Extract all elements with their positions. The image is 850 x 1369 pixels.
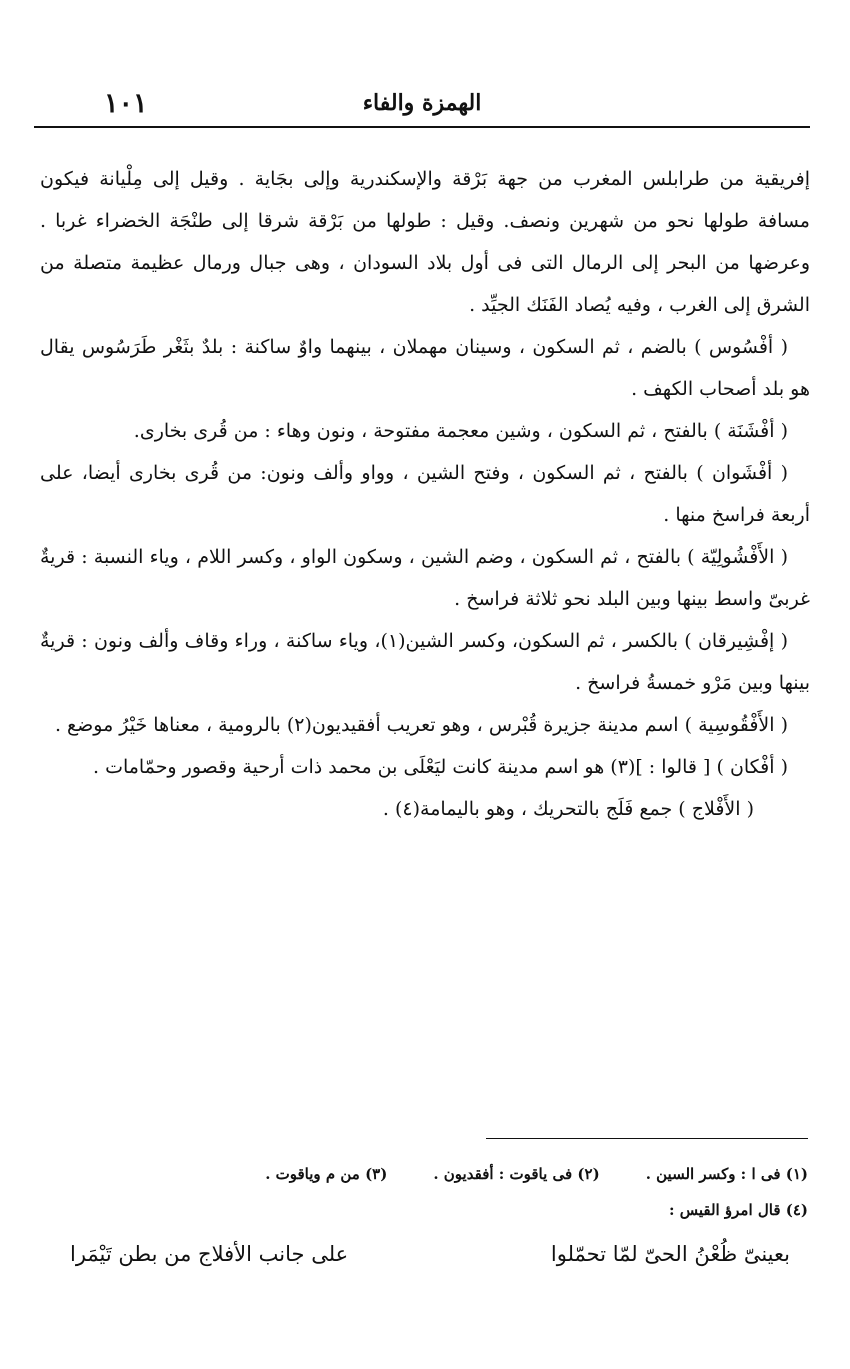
- footnote-1: (١) فى ا : وكسر السين .: [645, 1165, 808, 1183]
- entry-ifshiriqan: ( إفْشِيرقان ) بالكسر ، ثم السكون، وكسر الشين(١)، وياء ساكنة ، وراء وقاف وألف ونون : قريةٌ بينها وبين مَرْو خمسةُ فراسخ .: [40, 630, 810, 694]
- paragraph-ifriqiya: إفريقية من طرابلس المغرب من جهة بَرْقة والإسكندرية وإلى بجَاية . وقيل إلى مِلْيانة فيكون مسافة طولها نحو من شهرين ونصف. وقيل : طولها من بَرْقة شرقا إلى طنْجَة الخضراء غربا . وعرضها من البحر إلى الرمال التى فى أول بلاد السودان ، وهى جبال ورمال عظيمة متصلة من الشرق إلى الغرب ، وفيه يُصاد الفَنَك الجيِّد .: [40, 168, 810, 316]
- running-title: الهمزة والفاء: [362, 90, 482, 116]
- entry-afshana: ( أفْشَنَة ) بالفتح ، ثم السكون ، وشين معجمة مفتوحة ، ونون وهاء : من قُرى بخارى.: [133, 420, 788, 442]
- entry-afsus: ( أفْسُوس ) بالضم ، ثم السكون ، وسينان مهملان ، بينهما واوٌ ساكنة : بلدٌ بثَغْر طَرَسُوس يقال هو بلد أصحاب الكهف .: [40, 336, 810, 400]
- entry-alafqusiya: ( الأَفْقُوسِية ) اسم مدينة جزيرة قُبْرس ، وهو تعريب أفقيديون(٢) بالرومية ، معناها خَيْرُ موضع .: [54, 714, 788, 736]
- page-number: ١٠١: [104, 88, 148, 119]
- footnote-row-1: [60, 1156, 808, 1192]
- poem-hemistich-1: بعينىّ ظُعْنُ الحىّ لمّا تحمّلوا: [550, 1242, 790, 1266]
- header-rule: [34, 126, 810, 128]
- footnote-2: (٢) فى ياقوت : أفقديون .: [433, 1165, 600, 1183]
- footnote-row-2: [60, 1192, 808, 1228]
- entry-afkan: ( أفْكان ) [ قالوا : ](٣) هو اسم مدينة كانت ليَعْلَى بن محمد ذات أرحية وقصور وحمّامات .: [92, 756, 788, 778]
- footnote-rule: [486, 1138, 808, 1139]
- footnote-4: (٤) قال امرؤ القيس :: [668, 1201, 808, 1219]
- page-header: [34, 82, 810, 122]
- main-text: [40, 158, 810, 830]
- entry-alafshuliyya: ( الأَفْشُولِيّة ) بالفتح ، ثم السكون ، وضم الشين ، وسكون الواو ، وكسر اللام ، وياء النسبة : قريةٌ غربىّ واسط بينها وبين البلد نحو ثلاثة فراسخ .: [40, 546, 810, 610]
- poem-hemistich-2: على جانب الأفلاج من بطن تَيْمَرا: [70, 1242, 349, 1266]
- poem-verse: [70, 1234, 790, 1274]
- footnote-3: (٣) من م وياقوت .: [265, 1165, 388, 1183]
- entry-afshawan: ( أفْشَوان ) بالفتح ، ثم السكون ، وفتح الشين ، وواو وألف ونون: من قُرى بخارى أيضا، على أربعة فراسخ منها .: [40, 462, 810, 526]
- footnotes: [60, 1156, 808, 1228]
- entry-alaflaj: ( الأَفْلاج ) جمع فَلَج بالتحريك ، وهو باليمامة(٤) .: [382, 798, 754, 820]
